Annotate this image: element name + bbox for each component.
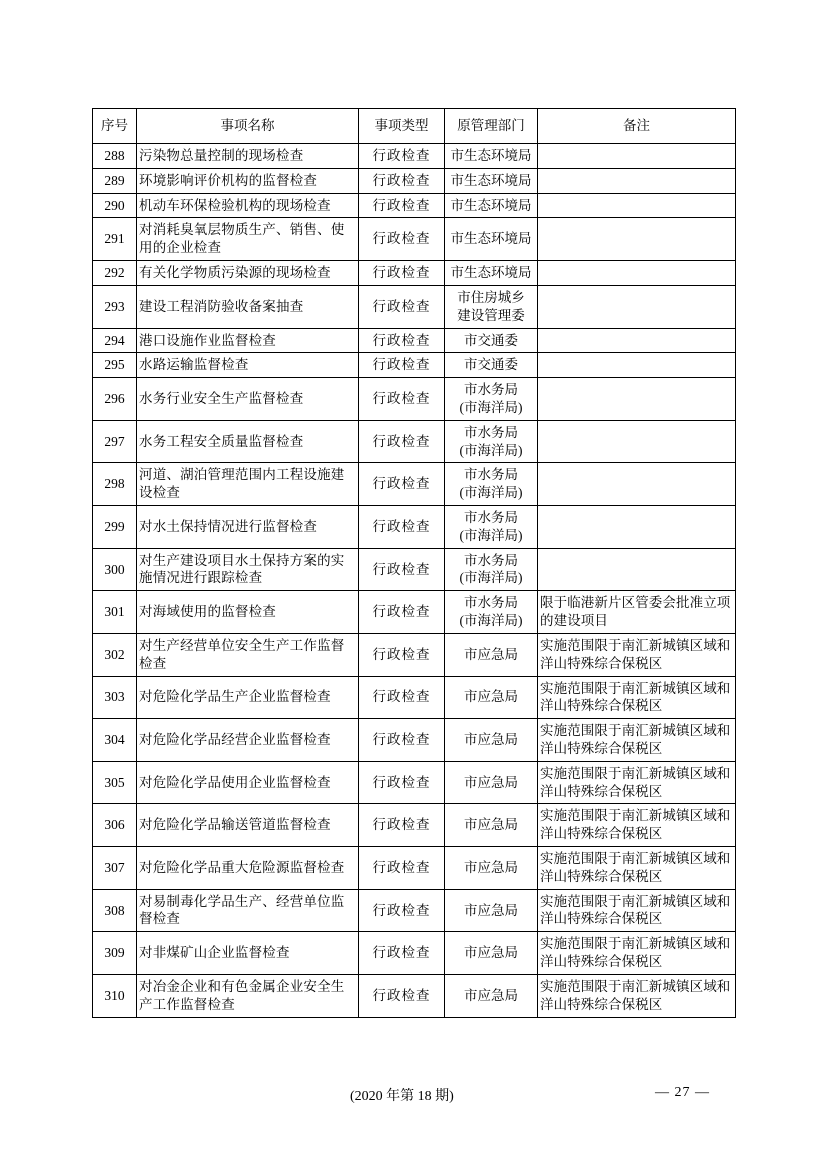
cell-type: 行政检查 — [359, 261, 445, 286]
cell-type: 行政检查 — [359, 506, 445, 549]
cell-type: 行政检查 — [359, 591, 445, 634]
cell-dept: 市应急局 — [445, 974, 538, 1017]
cell-seq: 294 — [93, 328, 137, 353]
cell-dept: 市交通委 — [445, 353, 538, 378]
cell-note — [538, 353, 736, 378]
cell-seq: 295 — [93, 353, 137, 378]
cell-note — [538, 193, 736, 218]
table-row — [93, 974, 736, 1017]
cell-name: 对生产建设项目水土保持方案的实施情况进行跟踪检查 — [137, 548, 359, 591]
cell-seq: 289 — [93, 168, 137, 193]
table-row — [93, 168, 736, 193]
table-row — [93, 378, 736, 421]
cell-seq: 302 — [93, 633, 137, 676]
cell-dept: 市水务局 (市海洋局) — [445, 591, 538, 634]
table-row — [93, 761, 736, 804]
cell-note — [538, 168, 736, 193]
cell-type: 行政检查 — [359, 889, 445, 932]
cell-dept: 市生态环境局 — [445, 168, 538, 193]
cell-type: 行政检查 — [359, 218, 445, 261]
cell-dept: 市应急局 — [445, 889, 538, 932]
table-row — [93, 932, 736, 975]
cell-seq: 310 — [93, 974, 137, 1017]
table-row — [93, 285, 736, 328]
cell-note — [538, 378, 736, 421]
page-footer — [0, 1085, 827, 1107]
cell-type: 行政检查 — [359, 378, 445, 421]
cell-type: 行政检查 — [359, 676, 445, 719]
cell-name: 建设工程消防验收备案抽查 — [137, 285, 359, 328]
cell-dept: 市生态环境局 — [445, 261, 538, 286]
cell-name: 对水土保持情况进行监督检查 — [137, 506, 359, 549]
cell-seq: 291 — [93, 218, 137, 261]
cell-name: 水路运输监督检查 — [137, 353, 359, 378]
cell-dept: 市生态环境局 — [445, 218, 538, 261]
cell-seq: 299 — [93, 506, 137, 549]
catalog-table-container — [92, 108, 735, 1018]
cell-name: 机动车环保检验机构的现场检查 — [137, 193, 359, 218]
table-row — [93, 889, 736, 932]
cell-name: 对危险化学品使用企业监督检查 — [137, 761, 359, 804]
cell-dept: 市应急局 — [445, 633, 538, 676]
cell-seq: 308 — [93, 889, 137, 932]
cell-note: 实施范围限于南汇新城镇区域和洋山特殊综合保税区 — [538, 847, 736, 890]
cell-name: 对危险化学品生产企业监督检查 — [137, 676, 359, 719]
cell-seq: 298 — [93, 463, 137, 506]
cell-dept: 市水务局 (市海洋局) — [445, 506, 538, 549]
table-row — [93, 463, 736, 506]
footer-page-number: — 27 — — [655, 1085, 710, 1100]
cell-note: 实施范围限于南汇新城镇区域和洋山特殊综合保税区 — [538, 676, 736, 719]
cell-seq: 300 — [93, 548, 137, 591]
cell-dept: 市应急局 — [445, 847, 538, 890]
cell-name: 港口设施作业监督检查 — [137, 328, 359, 353]
footer-issue: (2020 年第 18 期) — [350, 1089, 454, 1104]
cell-name: 对冶金企业和有色金属企业安全生产工作监督检查 — [137, 974, 359, 1017]
cell-dept: 市水务局 (市海洋局) — [445, 463, 538, 506]
cell-note — [538, 328, 736, 353]
cell-name: 对生产经营单位安全生产工作监督检查 — [137, 633, 359, 676]
table-header — [93, 109, 736, 144]
cell-seq: 304 — [93, 719, 137, 762]
cell-seq: 290 — [93, 193, 137, 218]
cell-seq: 307 — [93, 847, 137, 890]
cell-seq: 293 — [93, 285, 137, 328]
cell-type: 行政检查 — [359, 633, 445, 676]
cell-seq: 296 — [93, 378, 137, 421]
cell-name: 水务行业安全生产监督检查 — [137, 378, 359, 421]
table-header-row — [93, 109, 736, 144]
cell-seq: 292 — [93, 261, 137, 286]
cell-type: 行政检查 — [359, 285, 445, 328]
table-row — [93, 353, 736, 378]
cell-dept: 市交通委 — [445, 328, 538, 353]
column-header-note: 备注 — [538, 109, 736, 144]
cell-seq: 306 — [93, 804, 137, 847]
cell-type: 行政检查 — [359, 463, 445, 506]
cell-seq: 305 — [93, 761, 137, 804]
cell-type: 行政检查 — [359, 328, 445, 353]
cell-type: 行政检查 — [359, 144, 445, 169]
cell-note: 限于临港新片区管委会批准立项的建设项目 — [538, 591, 736, 634]
table-row — [93, 591, 736, 634]
cell-type: 行政检查 — [359, 353, 445, 378]
cell-note: 实施范围限于南汇新城镇区域和洋山特殊综合保税区 — [538, 974, 736, 1017]
table-row — [93, 847, 736, 890]
table-row — [93, 719, 736, 762]
cell-name: 水务工程安全质量监督检查 — [137, 420, 359, 463]
table-row — [93, 633, 736, 676]
cell-name: 对易制毒化学品生产、经营单位监督检查 — [137, 889, 359, 932]
cell-type: 行政检查 — [359, 193, 445, 218]
cell-note: 实施范围限于南汇新城镇区域和洋山特殊综合保税区 — [538, 804, 736, 847]
column-header-dept: 原管理部门 — [445, 109, 538, 144]
table-row — [93, 218, 736, 261]
cell-dept: 市应急局 — [445, 932, 538, 975]
cell-type: 行政检查 — [359, 974, 445, 1017]
cell-dept: 市生态环境局 — [445, 193, 538, 218]
column-header-name: 事项名称 — [137, 109, 359, 144]
table-row — [93, 144, 736, 169]
cell-note — [538, 420, 736, 463]
cell-dept: 市水务局 (市海洋局) — [445, 548, 538, 591]
cell-note: 实施范围限于南汇新城镇区域和洋山特殊综合保税区 — [538, 932, 736, 975]
cell-type: 行政检查 — [359, 932, 445, 975]
cell-note — [538, 548, 736, 591]
column-header-seq: 序号 — [93, 109, 137, 144]
cell-name: 对危险化学品经营企业监督检查 — [137, 719, 359, 762]
table-row — [93, 261, 736, 286]
table-row — [93, 506, 736, 549]
cell-note — [538, 261, 736, 286]
cell-seq: 301 — [93, 591, 137, 634]
cell-note — [538, 463, 736, 506]
cell-dept: 市水务局 (市海洋局) — [445, 420, 538, 463]
cell-type: 行政检查 — [359, 420, 445, 463]
cell-type: 行政检查 — [359, 804, 445, 847]
cell-note: 实施范围限于南汇新城镇区域和洋山特殊综合保税区 — [538, 719, 736, 762]
table-row — [93, 193, 736, 218]
table-body — [93, 144, 736, 1018]
cell-dept: 市住房城乡 建设管理委 — [445, 285, 538, 328]
cell-dept: 市水务局 (市海洋局) — [445, 378, 538, 421]
catalog-table — [92, 108, 736, 1018]
cell-dept: 市应急局 — [445, 676, 538, 719]
cell-type: 行政检查 — [359, 847, 445, 890]
column-header-type: 事项类型 — [359, 109, 445, 144]
cell-note — [538, 506, 736, 549]
cell-type: 行政检查 — [359, 761, 445, 804]
cell-note: 实施范围限于南汇新城镇区域和洋山特殊综合保税区 — [538, 633, 736, 676]
cell-note: 实施范围限于南汇新城镇区域和洋山特殊综合保税区 — [538, 889, 736, 932]
cell-seq: 303 — [93, 676, 137, 719]
cell-name: 河道、湖泊管理范围内工程设施建设检查 — [137, 463, 359, 506]
cell-dept: 市应急局 — [445, 804, 538, 847]
cell-note — [538, 285, 736, 328]
cell-note — [538, 218, 736, 261]
table-row — [93, 328, 736, 353]
cell-dept: 市应急局 — [445, 761, 538, 804]
table-row — [93, 676, 736, 719]
table-row — [93, 420, 736, 463]
cell-name: 有关化学物质污染源的现场检查 — [137, 261, 359, 286]
cell-name: 对海域使用的监督检查 — [137, 591, 359, 634]
cell-name: 环境影响评价机构的监督检查 — [137, 168, 359, 193]
table-row — [93, 548, 736, 591]
cell-dept: 市应急局 — [445, 719, 538, 762]
cell-name: 对危险化学品重大危险源监督检查 — [137, 847, 359, 890]
cell-seq: 309 — [93, 932, 137, 975]
cell-note — [538, 144, 736, 169]
cell-note: 实施范围限于南汇新城镇区域和洋山特殊综合保税区 — [538, 761, 736, 804]
cell-type: 行政检查 — [359, 168, 445, 193]
cell-dept: 市生态环境局 — [445, 144, 538, 169]
cell-name: 对非煤矿山企业监督检查 — [137, 932, 359, 975]
cell-name: 污染物总量控制的现场检查 — [137, 144, 359, 169]
cell-name: 对危险化学品输送管道监督检查 — [137, 804, 359, 847]
cell-seq: 288 — [93, 144, 137, 169]
cell-seq: 297 — [93, 420, 137, 463]
table-row — [93, 804, 736, 847]
cell-type: 行政检查 — [359, 548, 445, 591]
cell-type: 行政检查 — [359, 719, 445, 762]
cell-name: 对消耗臭氧层物质生产、销售、使用的企业检查 — [137, 218, 359, 261]
